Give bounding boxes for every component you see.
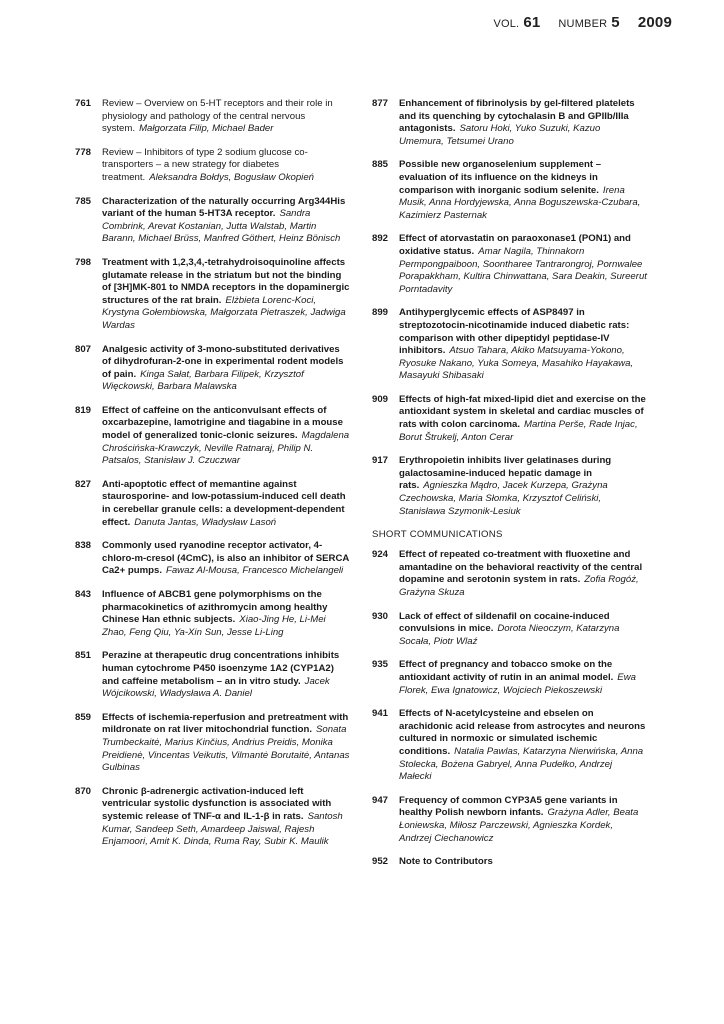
toc-entry[interactable]: [372, 307, 647, 383]
article-authors: Fawaz Al-Mousa, Francesco Michelangeli: [165, 565, 344, 577]
article-title[interactable]: Frequency of common CYP3A5 gene variants in healthy Polish newborn infants.: [399, 794, 618, 819]
article-authors: Jacek Wójcikowski, Władysława A. Daniel: [102, 675, 330, 700]
page-number: 778: [75, 146, 92, 158]
article-title[interactable]: Anti-apoptotic effect of memantine against staurosporine- and low-potassium-induced cell death in cerebellar granule cells: a development-dependent effect.: [102, 478, 346, 528]
toc-entry[interactable]: [75, 405, 350, 468]
toc-entry[interactable]: [75, 257, 350, 333]
toc-entry[interactable]: [372, 856, 647, 869]
page-number: 807: [75, 343, 92, 355]
short-communications-heading: SHORT COMMUNICATIONS: [372, 529, 503, 541]
article-authors: Aleksandra Bołdys, Bogusław Okopień: [149, 171, 314, 183]
article-authors: Sandra Combrink, Arevat Kostanian, Jutta Walstab, Martin Barann, Michael Brüss, Manfred Göthert, Heinz Bönisch: [102, 208, 341, 245]
article-authors: Martina Perše, Rade Injac, Borut Štrukelj, Anton Cerar: [399, 419, 638, 443]
article-authors: Danuta Jantas, Władysław Lasoń: [134, 516, 277, 528]
toc-entry[interactable]: [75, 196, 350, 246]
toc-entry[interactable]: [372, 233, 647, 296]
page-number: 819: [75, 404, 92, 416]
article-authors: Irena Musik, Anna Hordyjewska, Anna Boguszewska-Czubara, Kazimierz Pasternak: [399, 184, 641, 221]
article-authors: Agnieszka Mądro, Jacek Kurzepa, Grażyna Czechowska, Maria Słomka, Krzysztof Celiński, Stanisława Szymonik-Lesiuk: [399, 480, 608, 517]
contents-left-column: [75, 98, 350, 860]
article-title[interactable]: Effect of caffeine on the anticonvulsant effects of oxcarbazepine, lamotrigine and tiagabine in a mouse model of generalized tonic-clonic seizures.: [102, 404, 343, 442]
journal-issue-header: [493, 14, 672, 31]
toc-entry[interactable]: [372, 549, 647, 599]
toc-entry[interactable]: [372, 98, 647, 148]
page-number: 851: [75, 650, 92, 662]
article-authors: Atsuo Tahara, Akiko Matsuyama-Yokono, Ryosuke Nakano, Yuka Someya, Masahiko Hayakawa, Masayuki Shibasaki: [399, 345, 634, 382]
article-title[interactable]: Erythropoietin inhibits liver gelatinases during galactosamine-induced hepatic damage in rats.: [399, 455, 612, 492]
page-number: 827: [75, 478, 92, 490]
page-number: 935: [372, 659, 389, 671]
toc-entry[interactable]: [372, 659, 647, 697]
article-title[interactable]: Possible new organoselenium supplement – evaluation of its influence on the kidneys in comparison with inorganic sodium selenite.: [399, 159, 602, 196]
toc-entry[interactable]: [372, 795, 647, 845]
toc-entry[interactable]: [75, 147, 350, 185]
article-title[interactable]: Antihyperglycemic effects of ASP8497 in streptozotocin-nicotinamide induced diabetic rats: comparison with other dipeptidyl peptidase-IV inhibitors.: [399, 307, 630, 357]
page-number: 899: [372, 307, 389, 319]
page-number: 952: [372, 856, 389, 868]
issue-year: 2009: [637, 14, 672, 31]
article-title[interactable]: Effects of high-fat mixed-lipid diet and exercise on the antioxidant system in skeletal and cardiac muscles of rats with colon carcinoma.: [399, 393, 646, 431]
article-authors: Natalia Pawlas, Katarzyna Nierwińska, Anna Stolecka, Bożena Gabryel, Anna Pudełko, Andrzej Małecki: [399, 745, 644, 783]
article-title[interactable]: Treatment with 1,2,3,4,-tetrahydroisoquinoline affects glutamate release in the striatum but not the binding of [3H]MK-801 to NMDA receptors in the dopaminergic structures of the rat brain.: [102, 256, 350, 306]
article-authors: Małgorzata Filip, Michael Bader: [139, 123, 274, 135]
article-title[interactable]: Review – Inhibitors of type 2 sodium glucose co-transporters – a new strategy for diabetes treatment.: [102, 146, 308, 183]
article-title[interactable]: Commonly used ryanodine receptor activator, 4-chloro-m-cresol (4CmC), is also an inhibitor of SERCA Ca2+ pumps.: [102, 540, 349, 577]
toc-entry[interactable]: [372, 611, 647, 649]
article-title[interactable]: Lack of effect of sildenafil on cocaine-induced convulsions in mice.: [399, 610, 610, 635]
article-authors: Santosh Kumar, Sandeep Seth, Amardeep Jaiswal, Rajesh Enjamoori, Amit K. Dinda, Ruma Ray, Subir K. Maulik: [102, 810, 343, 848]
article-title[interactable]: Effects of N-acetylcysteine and ebselen on arachidonic acid release from astrocytes and neurons cultured in normoxic or simulated ischemic conditions.: [399, 708, 646, 757]
page-number: 924: [372, 549, 389, 561]
article-authors: Kinga Sałat, Barbara Filipek, Krzysztof Więckowski, Barbara Malawska: [102, 368, 304, 393]
toc-entry[interactable]: [75, 786, 350, 849]
toc-entry[interactable]: [75, 98, 350, 136]
article-title[interactable]: Effects of ischemia-reperfusion and pretreatment with mildronate on rat liver mitochondrial function.: [102, 711, 349, 736]
toc-entry[interactable]: [372, 708, 647, 784]
page-number: 947: [372, 794, 389, 806]
article-authors: Elżbieta Lorenc-Koci, Krystyna Gołembiowska, Małgorzata Pietraszek, Jadwiga Wardas: [102, 294, 346, 331]
article-title[interactable]: Influence of ABCB1 gene polymorphisms on the pharmacokinetics of azithromycin among healthy Chinese Han ethnic subjects.: [102, 589, 328, 626]
contents-right-column: [372, 98, 647, 880]
article-title[interactable]: Perazine at therapeutic drug concentrations inhibits human cytochrome P450 isoenzyme 1A2 (CYP1A2) and caffeine metabolism – an in vitro study.: [102, 650, 340, 687]
page-number: 930: [372, 610, 389, 622]
page-number: 838: [75, 540, 92, 552]
article-title[interactable]: Note to Contributors: [399, 856, 493, 868]
article-authors: Amar Nagila, Thinnakorn Permpongpaiboon, Soontharee Tantrarongroj, Pornwalee Porapakkham, Kultira Chinwattana, Sara Deakin, Sureerut Porntadavity: [399, 245, 647, 295]
page-number: 785: [75, 195, 92, 207]
page-number: 870: [75, 785, 92, 797]
article-authors: Grażyna Adler, Beata Łoniewska, Miłosz Parczewski, Agnieszka Kordek, Andrzej Ciechanowicz: [399, 807, 639, 844]
article-title[interactable]: Review – Overview on 5-HT receptors and their role in physiology and pathology of the central nervous system.: [102, 98, 333, 135]
toc-entry[interactable]: [372, 455, 647, 518]
article-authors: Dorota Nieoczym, Katarzyna Socała, Piotr Wlaź: [399, 623, 620, 647]
article-title[interactable]: Enhancement of fibrinolysis by gel-filtered platelets and its quenching by cytochalasin B and GPIIb/IIIa antagonists.: [399, 98, 635, 135]
toc-entry[interactable]: [75, 344, 350, 394]
issue-label: NUMBER: [558, 18, 608, 30]
toc-entry[interactable]: [75, 479, 350, 529]
article-authors: Sonata Trumbeckaitė, Marius Kinčius, Andrius Preidis, Monika Preidienė, Vincentas Veikutis, Vilmantė Borutaitė, Antanas Gulbinas: [102, 724, 350, 774]
page-number: 885: [372, 159, 389, 171]
toc-entry[interactable]: [75, 712, 350, 775]
volume-number: 61: [523, 14, 541, 31]
article-title[interactable]: Analgesic activity of 3-mono-substituted derivatives of dihydrofuran-2-one in experimental rodent models of pain.: [102, 343, 344, 380]
toc-entry[interactable]: [75, 650, 350, 700]
article-authors: Ewa Florek, Ewa Ignatowicz, Wojciech Piekoszewski: [399, 671, 636, 696]
article-authors: Satoru Hoki, Yuko Suzuki, Kazuo Umemura, Tetsumei Urano: [399, 123, 601, 147]
article-title[interactable]: Effect of repeated co-treatment with fluoxetine and amantadine on the behavioral reactivity of the central dopamine and serotonin system in rats.: [399, 549, 643, 586]
article-title[interactable]: Effect of atorvastatin on paraoxonase1 (PON1) and oxidative status.: [399, 233, 631, 257]
article-title[interactable]: Effect of pregnancy and tobacco smoke on the antioxidant activity of rutin in an animal model.: [399, 659, 614, 683]
issue-number: 5: [611, 14, 620, 31]
toc-entry[interactable]: [372, 394, 647, 444]
page-number: 877: [372, 98, 389, 109]
article-title[interactable]: Chronic β-adrenergic activation-induced left ventricular systolic dysfunction is associated with systemic release of TNF-α and IL-1-β in rats.: [102, 785, 332, 822]
page-number: 798: [75, 256, 92, 268]
page-number: 843: [75, 589, 92, 600]
toc-entry[interactable]: [75, 589, 350, 639]
article-authors: Xiao-Jing He, Li-Mei Zhao, Feng Qiu, Ya-Xin Sun, Jesse Li-Ling: [102, 614, 326, 638]
page-number: 917: [372, 455, 389, 467]
page-number: 941: [372, 708, 389, 720]
article-authors: Zofia Rogóż, Grażyna Skuza: [399, 574, 639, 598]
page-number: 761: [75, 98, 92, 109]
page-number: 909: [372, 393, 389, 405]
article-authors: Magdalena Chrościńska-Krawczyk, Neville Ratnaraj, Philip N. Patsalos, Stanisław J. Czuczwar: [102, 430, 350, 467]
page-number: 892: [372, 233, 389, 245]
volume-label: VOL.: [493, 18, 520, 30]
article-title[interactable]: Characterization of the naturally occurring Arg344His variant of the human 5-HT3A receptor.: [102, 195, 346, 220]
toc-entry[interactable]: [372, 159, 647, 222]
page-number: 859: [75, 711, 92, 723]
toc-entry[interactable]: [75, 540, 350, 578]
